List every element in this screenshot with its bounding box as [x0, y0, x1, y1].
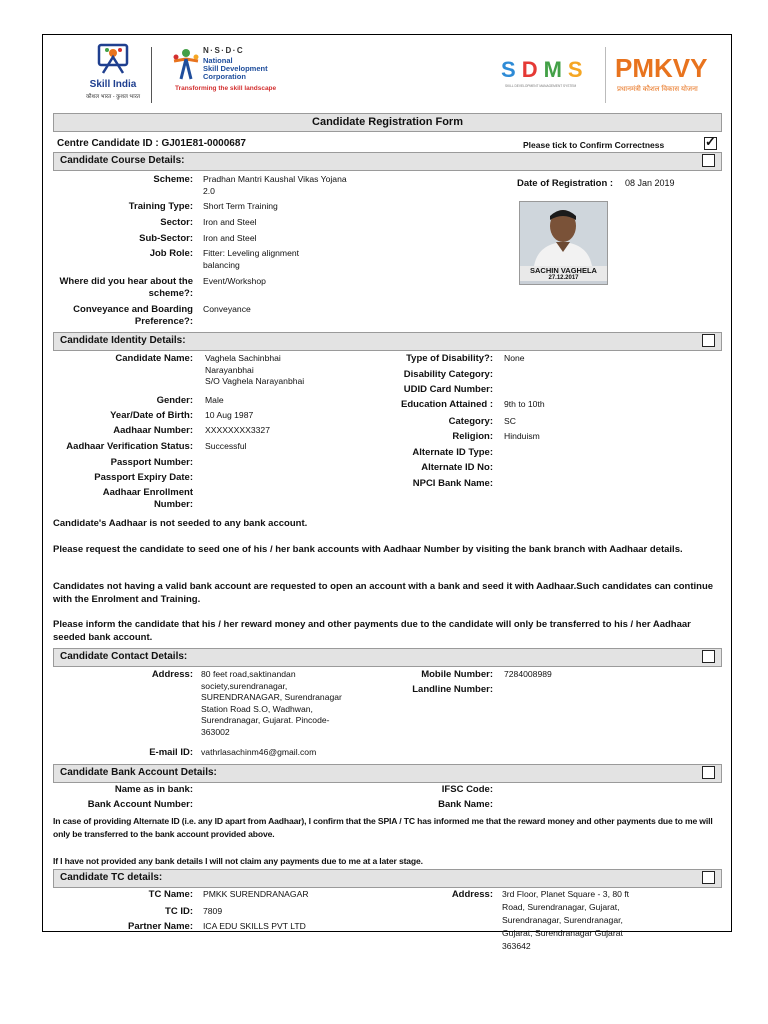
- hear-about-label: Where did you hear about the scheme?:: [59, 276, 193, 299]
- religion-label: Religion:: [452, 431, 493, 442]
- course-checkbox[interactable]: [702, 154, 715, 167]
- tc-id-label: TC ID:: [165, 906, 193, 917]
- course-section-bar: [53, 152, 722, 171]
- sdms-letter: S: [501, 57, 522, 82]
- category-label: Category:: [448, 416, 493, 427]
- notice-seed-request: Please request the candidate to seed one of his / her bank accounts with Aadhaar Number by visiting the bank branch with Aadhaar details.: [53, 544, 683, 555]
- aadhaar-value: XXXXXXXX3327: [205, 425, 270, 435]
- hear-about-value: Event/Workshop: [203, 276, 266, 286]
- registration-form: [42, 34, 732, 932]
- disability-type-label: Type of Disability?:: [406, 353, 493, 364]
- nsdc-line2: Skill Development: [203, 64, 268, 73]
- identity-heading: Candidate Identity Details:: [60, 335, 186, 346]
- pmkvy-hindi: प्रधानमंत्री कौशल विकास योजना: [617, 86, 698, 93]
- bank-section-bar: [53, 764, 722, 783]
- alt-id-type-label: Alternate ID Type:: [412, 447, 493, 458]
- disability-category-label: Disability Category:: [403, 369, 493, 380]
- form-title: Candidate Registration Form: [312, 116, 463, 128]
- centre-candidate-id: Centre Candidate ID : GJ01E81-0000687: [57, 138, 246, 149]
- check-icon: ✓: [705, 134, 716, 149]
- sdms-letter: S: [567, 57, 589, 82]
- address-value: 80 feet road,saktinandan society,surendranagar, SURENDRANAGAR, Surendranagar Station Road S.O, Wadhwan, Surendranagar, Gujarat. Pincode- 363002: [201, 669, 342, 737]
- education-label: Education Attained :: [400, 399, 493, 410]
- sub-sector-value: Iron and Steel: [203, 233, 257, 243]
- registration-date-value: 08 Jan 2019: [625, 178, 675, 188]
- ifsc-label: IFSC Code:: [441, 784, 493, 795]
- tc-address-value: 3rd Floor, Planet Square - 3, 80 ft Road, Surendranagar, Gujarat, Surendranagar, Surendranagar, Gujarat, Surendranagar Gujarat 363642: [502, 889, 630, 951]
- tc-id-value: 7809: [203, 906, 223, 916]
- person-photo-icon: [520, 202, 607, 266]
- religion-value: Hinduism: [504, 431, 540, 441]
- notice-open-account: Candidates not having a valid bank account are requested to open an account with a bank and seed it with Aadhaar.Such candidates can continue with the Enrolment and Training.: [53, 581, 714, 605]
- sdms-letter: M: [543, 57, 568, 82]
- aadhaar-label: Aadhaar Number:: [113, 425, 193, 436]
- contact-section-bar: [53, 648, 722, 667]
- landline-label: Landline Number:: [412, 684, 493, 695]
- confirm-checkbox[interactable]: [704, 134, 717, 150]
- dob-value: 10 Aug 1987: [205, 410, 254, 420]
- nsdc-line1: National: [203, 56, 233, 65]
- skill-india-emblem-icon: [93, 41, 133, 77]
- skill-india-tagline: कौशल भारत - कुशल भारत: [85, 94, 141, 100]
- npci-label: NPCI Bank Name:: [412, 478, 493, 489]
- mobile-value: 7284008989: [504, 669, 552, 679]
- bank-name-as-label: Name as in bank:: [114, 784, 193, 795]
- category-value: SC: [504, 416, 516, 426]
- pmkvy-logo: [611, 51, 721, 101]
- training-type-label: Training Type:: [128, 201, 193, 212]
- no-bank-note: If I have not provided any bank details I will not claim any payments due to me at a later stage.: [53, 856, 423, 866]
- aadhaar-status-value: Successful: [205, 441, 247, 451]
- brand-divider: [605, 47, 606, 103]
- partner-name-value: ICA EDU SKILLS PVT LTD: [203, 921, 306, 931]
- identity-section-bar: [53, 332, 722, 351]
- address-label: Address:: [151, 669, 193, 680]
- tc-address-label: Address:: [451, 889, 493, 900]
- skill-india-logo: [79, 41, 147, 107]
- photo-date: 27.12.2017: [520, 275, 607, 281]
- sector-value: Iron and Steel: [203, 217, 257, 227]
- nsdc-logo: [171, 47, 291, 97]
- tc-name-value: PMKK SURENDRANAGAR: [203, 889, 309, 899]
- candidate-parent-value: S/O Vaghela Narayanbhai: [205, 376, 305, 386]
- email-label: E-mail ID:: [149, 747, 193, 758]
- bank-checkbox[interactable]: [702, 766, 715, 779]
- conveyance-label: Conveyance and Boarding Preference?:: [73, 304, 193, 327]
- mobile-label: Mobile Number:: [421, 669, 493, 680]
- udid-label: UDID Card Number:: [403, 384, 493, 395]
- tc-checkbox[interactable]: [702, 871, 715, 884]
- sdms-letter: D: [521, 57, 544, 82]
- nsdc-emblem-icon: [171, 47, 201, 83]
- sdms-logo: [501, 57, 601, 97]
- bank-heading: Candidate Bank Account Details:: [60, 767, 217, 778]
- skill-india-text: Skill India: [89, 79, 137, 90]
- aadhaar-status-label: Aadhaar Verification Status:: [66, 441, 193, 452]
- scheme-value: Pradhan Mantri Kaushal Vikas Yojana 2.0: [203, 174, 347, 196]
- nsdc-tagline: Transforming the skill landscape: [175, 85, 277, 92]
- candidate-name-label: Candidate Name:: [115, 353, 193, 364]
- dob-label: Year/Date of Birth:: [110, 410, 193, 421]
- pmkvy-text: PMKVY: [615, 53, 708, 83]
- course-heading: Candidate Course Details:: [60, 155, 185, 166]
- passport-label: Passport Number:: [110, 457, 193, 468]
- photo-name: SACHIN VAGHELA: [520, 266, 607, 275]
- account-number-label: Bank Account Number:: [87, 799, 193, 810]
- job-role-value: Fitter: Leveling alignment balancing: [203, 248, 300, 270]
- email-value: vathrlasachinm46@gmail.com: [201, 747, 317, 757]
- identity-checkbox[interactable]: [702, 334, 715, 347]
- tc-heading: Candidate TC details:: [60, 872, 163, 883]
- alternate-id-note: In case of providing Alternate ID (i.e. any ID apart from Aadhaar), I confirm that the SPIA / TC has informed me that the reward money and other payments due to me will only be transferred to the bank account provided above.: [53, 816, 713, 839]
- training-type-value: Short Term Training: [203, 201, 278, 211]
- partner-name-label: Partner Name:: [128, 921, 193, 932]
- sector-label: Sector:: [160, 217, 193, 228]
- disability-type-value: None: [504, 353, 525, 363]
- bank-name-label: Bank Name:: [438, 799, 493, 810]
- tc-name-label: TC Name:: [148, 889, 193, 900]
- sdms-subtitle: SKILL DEVELOPMENT MANAGEMENT SYSTEM: [505, 84, 577, 88]
- enrollment-label: Aadhaar Enrollment Number:: [102, 487, 193, 510]
- nsdc-acronym: N·S·D·C: [203, 46, 245, 55]
- sub-sector-label: Sub-Sector:: [139, 233, 193, 244]
- contact-heading: Candidate Contact Details:: [60, 651, 188, 662]
- gender-value: Male: [205, 395, 224, 405]
- scheme-label: Scheme:: [153, 174, 193, 185]
- notice-not-seeded: Candidate's Aadhaar is not seeded to any bank account.: [53, 518, 308, 529]
- alt-id-no-label: Alternate ID No:: [421, 462, 493, 473]
- candidate-photo: [519, 201, 608, 285]
- nsdc-line3: Corporation: [203, 72, 246, 81]
- tc-section-bar: [53, 869, 722, 888]
- candidate-name-value: Vaghela Sachinbhai Narayanbhai: [205, 353, 281, 375]
- gender-label: Gender:: [156, 395, 193, 406]
- job-role-label: Job Role:: [149, 248, 193, 259]
- notice-payments: Please inform the candidate that his / her reward money and other payments due to the candidate will only be transferred to his / her Aadhaar seeded bank account.: [53, 619, 691, 643]
- passport-expiry-label: Passport Expiry Date:: [94, 472, 193, 483]
- confirm-text: Please tick to Confirm Correctness: [523, 140, 665, 150]
- header-divider: [151, 47, 152, 103]
- form-title-bar: [53, 113, 722, 132]
- contact-checkbox[interactable]: [702, 650, 715, 663]
- registration-date-label: Date of Registration :: [517, 178, 614, 189]
- conveyance-value: Conveyance: [203, 304, 251, 314]
- education-value: 9th to 10th: [504, 399, 545, 409]
